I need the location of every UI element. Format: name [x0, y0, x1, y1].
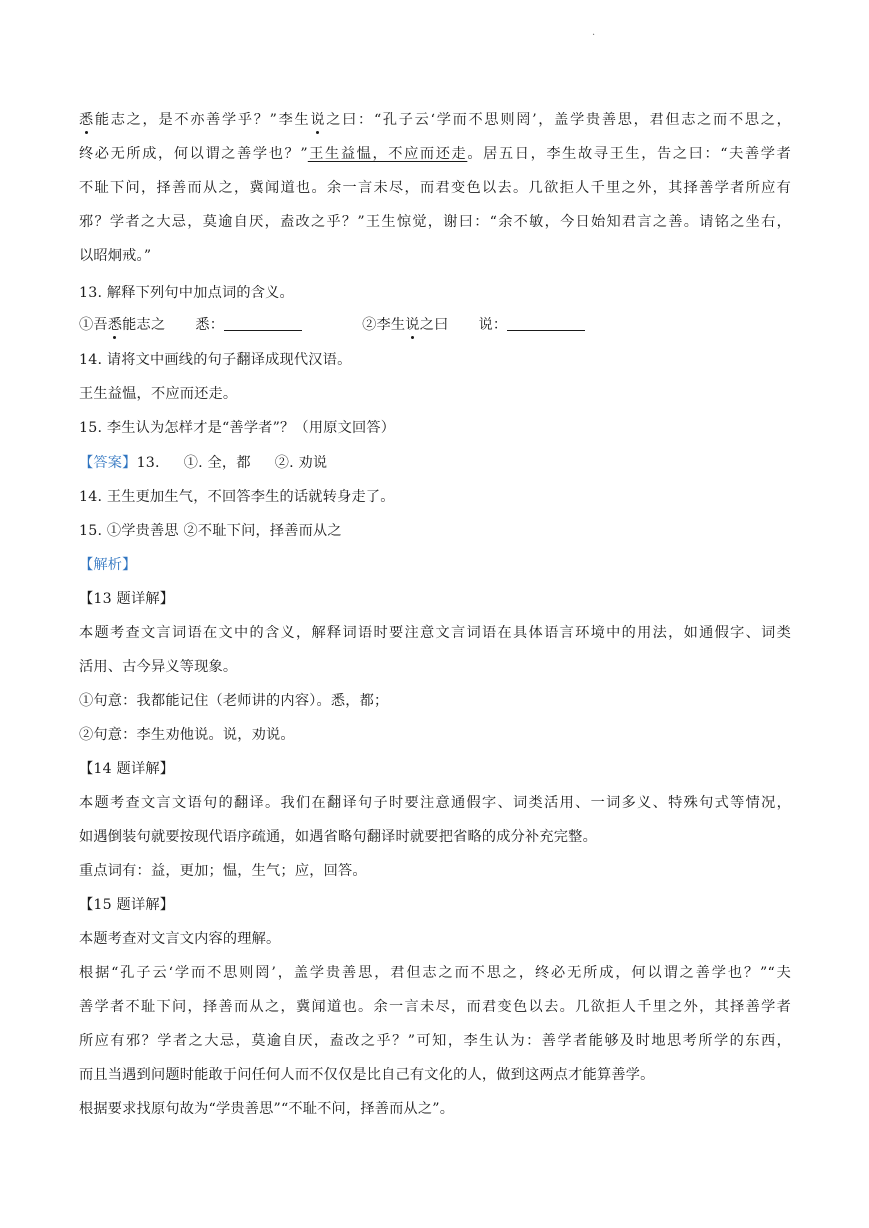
analysis-15-line-4: 所应有邪？学者之大忌，莫逾自厌，盍改之乎？”可知，李生认为：善学者能够及时地思考所学的东西， — [79, 1033, 791, 1049]
analysis-13-line-3: ①句意：我都能记住（老师讲的内容）。悉，都； — [79, 693, 389, 709]
passage-line-4: 邪？学者之大忌，莫逾自厌，盍改之乎？”王生惊觉，谢曰：“余不敏，今日始知君言之善。请铭之坐右， — [79, 214, 791, 230]
analysis-13-line-1: 本题考查文言词语在文中的含义，解释词语时要注意文言词语在具体语言环境中的用法，如通假字、词类 — [79, 625, 791, 641]
question-14-title: 14. 请将文中画线的句子翻译成现代汉语。 — [79, 352, 352, 368]
analysis-14-line-1: 本题考查文言文语句的翻译。我们在翻译句子时要注意通假字、词类活用、一词多义、特殊句式等情况， — [79, 795, 791, 811]
analysis-heading-13: 【13 题详解】 — [79, 591, 175, 607]
answer-blank[interactable] — [507, 316, 585, 331]
analysis-13-line-2: 活用、古今异义等现象。 — [79, 659, 238, 675]
analysis-heading-15: 【15 题详解】 — [79, 897, 175, 913]
answer-line-13: 【答案】13. ①. 全，都 ②. 劝说 — [79, 455, 328, 471]
question-13-items: ①吾悉能志之 悉： ②李生说之曰 说： — [79, 313, 791, 337]
analysis-heading-14: 【14 题详解】 — [79, 761, 175, 777]
analysis-tag: 【解析】 — [79, 557, 137, 573]
passage-line-5: 以昭炯戒。” — [79, 248, 152, 264]
analysis-14-line-3: 重点词有：益，更加；愠，生气；应，回答。 — [79, 863, 367, 879]
answer-line-14: 14. 王生更加生气，不回答李生的话就转身走了。 — [79, 489, 395, 505]
analysis-15-line-1: 本题考查对文言文内容的理解。 — [79, 931, 281, 947]
question-14-sentence: 王生益愠，不应而还走。 — [79, 386, 238, 402]
header-mark: · — [592, 30, 596, 41]
passage-line-3: 不耻下问，择善而从之，冀闻道也。余一言未尽，而君变色以去。几欲拒人千里之外，其择善学者所应有 — [79, 180, 791, 196]
emphasis-dot-word: 悉 — [108, 313, 122, 337]
emphasis-dot-word: 说 — [310, 108, 324, 132]
answer-tag: 【答案】 — [79, 455, 137, 471]
analysis-14-line-2: 如遇倒装句就要按现代语序疏通，如遇省略句翻译时就要把省略的成分补充完整。 — [79, 829, 597, 845]
passage-line-2: 终必无所成，何以谓之善学也？”王生益愠，不应而还走。居五日，李生故寻王生，告之曰：“夫善学者 — [79, 146, 791, 162]
question-15-title: 15. 李生认为怎样才是“善学者”？（用原文回答） — [79, 420, 396, 436]
analysis-15-line-5: 而且当遇到问题时能敢于问任何人而不仅仅是比自己有文化的人，做到这两点才能算善学。 — [79, 1067, 655, 1083]
emphasis-dot-word: 悉 — [79, 108, 93, 132]
analysis-13-line-4: ②句意：李生劝他说。说，劝说。 — [79, 727, 295, 743]
answer-line-15: 15. ①学贵善思 ②不耻下问，择善而从之 — [79, 523, 342, 539]
emphasis-dot-word: 说 — [405, 313, 419, 337]
underlined-sentence: 王生益愠，不应而还走 — [307, 146, 468, 162]
answer-blank[interactable] — [224, 316, 302, 331]
analysis-15-line-6: 根据要求找原句故为“学贵善思”“不耻不问，择善而从之”。 — [79, 1101, 455, 1117]
passage-line-1: 悉能志之，是不亦善学乎？”李生说之曰：“孔子云‘学而不思则罔’，盖学贵善思，君但志之而不思之， — [79, 108, 791, 132]
analysis-15-line-3: 善学者不耻下问，择善而从之，冀闻道也。余一言未尽，而君变色以去。几欲拒人千里之外，其择善学者 — [79, 999, 791, 1015]
question-13-title: 13. 解释下列句中加点词的含义。 — [79, 285, 294, 301]
analysis-15-line-2: 根据“孔子云‘学而不思则罔’，盖学贵善思，君但志之而不思之，终必无所成，何以谓之善学也？”“夫 — [79, 965, 791, 981]
